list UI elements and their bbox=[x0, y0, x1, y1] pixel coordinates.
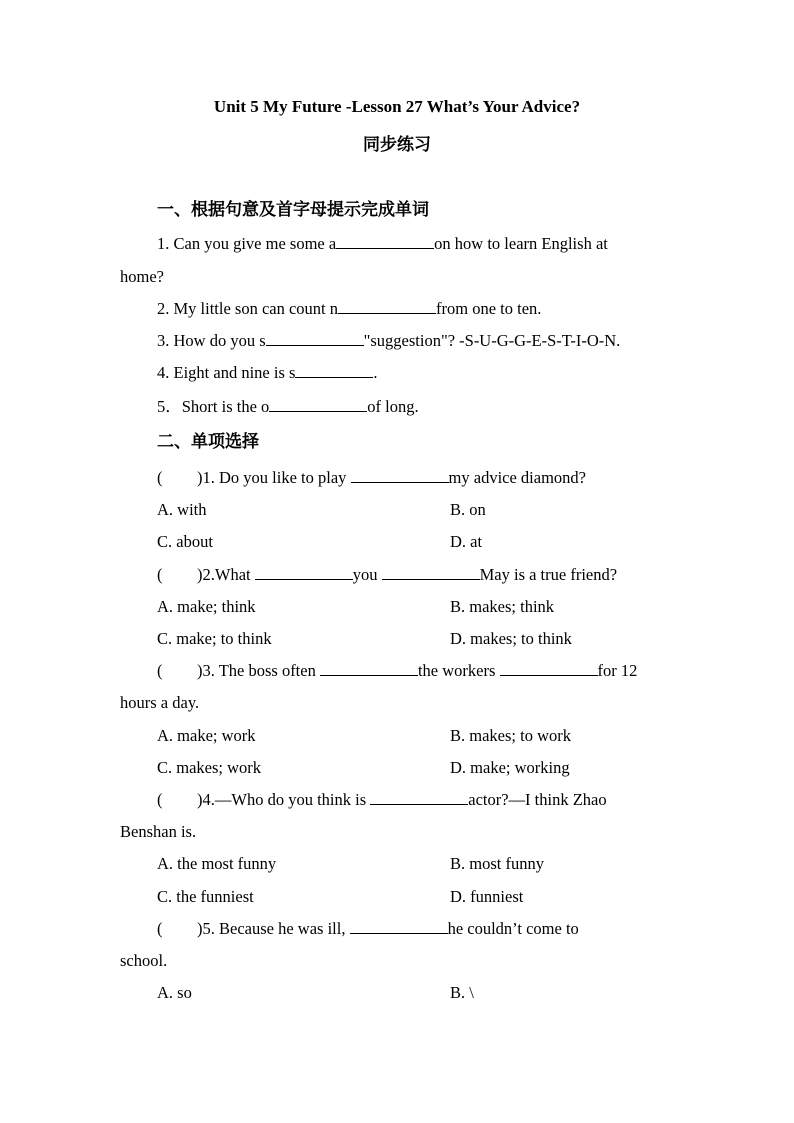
s1-q4-text-pre: 4. Eight and nine is s bbox=[157, 363, 296, 382]
s2-q2-text-mid: you bbox=[352, 565, 382, 584]
s2-question-4 bbox=[157, 790, 607, 810]
s2-question-3 bbox=[157, 661, 637, 681]
s2-q2-option-c: C. make; to think bbox=[157, 629, 272, 648]
s2-q4-option-b: B. most funny bbox=[450, 854, 544, 873]
s2-q5-text-post: he couldn’t come to bbox=[447, 919, 579, 938]
s2-q3-option-c: C. makes; work bbox=[157, 758, 262, 777]
s2-q1-text-post: my advice diamond? bbox=[448, 468, 586, 487]
answer-blank[interactable] bbox=[336, 234, 434, 249]
s1-question-4 bbox=[157, 363, 378, 383]
s1-q2-text-pre: 2. My little son can count n bbox=[157, 299, 339, 318]
section1-heading: 一、根据句意及首字母提示完成单词 bbox=[157, 200, 429, 219]
s2-q2-option-b: B. makes; think bbox=[450, 597, 555, 616]
answer-blank bbox=[350, 919, 448, 934]
answer-blank bbox=[370, 790, 468, 805]
page-subtitle: 同步练习 bbox=[363, 135, 431, 154]
answer-paren[interactable]: ( bbox=[157, 661, 163, 680]
s1-question-1 bbox=[157, 234, 608, 254]
s2-question-2 bbox=[157, 565, 617, 585]
s2-q3-text-pre: )3. The boss often bbox=[197, 661, 320, 680]
s2-q2-text-pre: )2.What bbox=[197, 565, 255, 584]
answer-paren[interactable]: ( bbox=[157, 468, 163, 487]
s2-q4-text-pre: )4.—Who do you think is bbox=[197, 790, 371, 809]
answer-blank[interactable] bbox=[269, 397, 367, 412]
answer-blank bbox=[255, 565, 353, 580]
answer-blank[interactable] bbox=[266, 331, 364, 346]
s2-q1-text-pre: )1. Do you like to play bbox=[197, 468, 351, 487]
s2-q4-option-c: C. the funniest bbox=[157, 887, 254, 906]
section2-heading: 二、单项选择 bbox=[157, 432, 259, 451]
s1-q1-text-post: on how to learn English at bbox=[434, 234, 608, 253]
s2-q3-text-mid: the workers bbox=[417, 661, 500, 680]
s2-q2-text-post: May is a true friend? bbox=[479, 565, 618, 584]
s1-q2-text-post: from one to ten. bbox=[436, 299, 542, 318]
s1-q4-text-post: . bbox=[373, 363, 378, 382]
s1-question-5 bbox=[157, 397, 419, 417]
s2-q5-text-pre: )5. Because he was ill, bbox=[197, 919, 350, 938]
s2-q4-option-d: D. funniest bbox=[450, 887, 524, 906]
s1-question-3 bbox=[157, 331, 620, 351]
answer-paren[interactable]: ( bbox=[157, 790, 163, 809]
s2-q5-continuation: school. bbox=[120, 951, 168, 970]
answer-blank[interactable] bbox=[295, 363, 373, 378]
s1-q5-text-pre: 5．Short is the o bbox=[157, 397, 270, 416]
s2-q5-option-b: B. \ bbox=[450, 983, 474, 1002]
s2-q3-text-post: for 12 bbox=[597, 661, 638, 680]
s1-q3-text-post: "suggestion"? -S-U-G-G-E-S-T-I-O-N. bbox=[363, 331, 621, 350]
answer-paren[interactable]: ( bbox=[157, 919, 163, 938]
answer-blank[interactable] bbox=[338, 299, 436, 314]
answer-blank bbox=[382, 565, 480, 580]
s2-q1-option-b: B. on bbox=[450, 500, 486, 519]
s2-q1-option-d: D. at bbox=[450, 532, 483, 551]
s2-q3-option-d: D. make; working bbox=[450, 758, 570, 777]
s2-q5-option-a: A. so bbox=[157, 983, 192, 1002]
s1-q1-text-pre: 1. Can you give me some a bbox=[157, 234, 337, 253]
s2-q4-option-a: A. the most funny bbox=[157, 854, 277, 873]
s2-q2-option-a: A. make; think bbox=[157, 597, 256, 616]
s2-q1-option-c: C. about bbox=[157, 532, 213, 551]
s2-q1-option-a: A. with bbox=[157, 500, 207, 519]
answer-paren[interactable]: ( bbox=[157, 565, 163, 584]
s2-q3-continuation: hours a day. bbox=[120, 693, 200, 712]
s2-q4-continuation: Benshan is. bbox=[120, 822, 197, 841]
s1-q3-text-pre: 3. How do you s bbox=[157, 331, 266, 350]
s2-question-5 bbox=[157, 919, 579, 939]
answer-blank bbox=[500, 661, 598, 676]
s2-q3-option-a: A. make; work bbox=[157, 726, 256, 745]
s1-question-2 bbox=[157, 299, 541, 319]
s2-q2-option-d: D. makes; to think bbox=[450, 629, 572, 648]
answer-blank bbox=[320, 661, 418, 676]
s1-q1-continuation: home? bbox=[120, 267, 164, 286]
s1-q5-text-post: of long. bbox=[367, 397, 419, 416]
page-title: Unit 5 My Future -Lesson 27 What’s Your Advice? bbox=[213, 97, 581, 116]
s2-q4-text-post: actor?—I think Zhao bbox=[468, 790, 607, 809]
s2-question-1 bbox=[157, 468, 586, 488]
answer-blank bbox=[351, 468, 449, 483]
s2-q3-option-b: B. makes; to work bbox=[450, 726, 571, 745]
